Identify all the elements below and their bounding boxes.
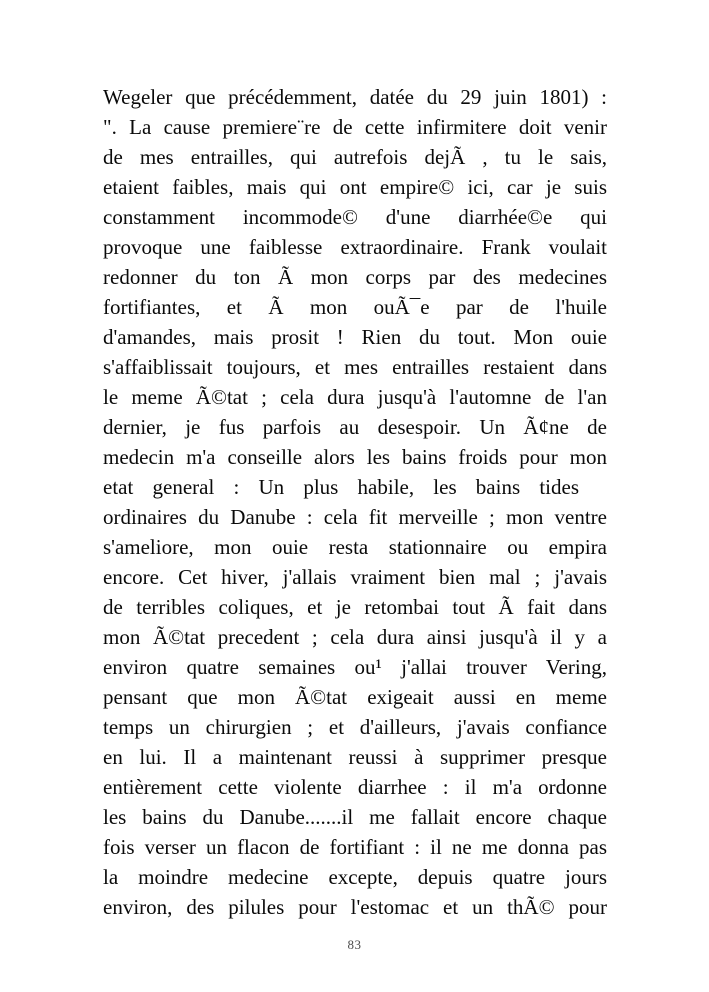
page-text — [103, 82, 607, 922]
text-line: environ, des pilules pour l'estomac et un thÃ© pour — [103, 895, 607, 919]
text-line: encore. Cet hiver, j'allais vraiment bien mal ; j'avais — [103, 565, 607, 589]
text-line: le meme Ã©tat ; cela dura jusqu'à l'automne de l'an — [103, 385, 607, 409]
text-line: redonner du ton Ã mon corps par des medecines — [103, 265, 607, 289]
text-line: de terribles coliques, et je retombai tout Ã fait dans — [103, 595, 607, 619]
text-line: pensant que mon Ã©tat exigeait aussi en meme — [103, 685, 607, 709]
text-line: provoque une faiblesse extraordinaire. Frank voulait — [103, 235, 607, 259]
text-line: s'ameliore, mon ouie resta stationnaire ou empira — [103, 535, 607, 559]
text-line: etaient faibles, mais qui ont empire© ici, car je suis — [103, 175, 607, 199]
text-line: etat general : Un plus habile, les bains tides — [103, 475, 579, 499]
text-line: Wegeler que précédemment, datée du 29 juin 1801) : — [103, 85, 607, 109]
text-line: entièrement cette violente diarrhee : il m'a ordonne — [103, 775, 607, 799]
text-line: la moindre medecine excepte, depuis quatre jours — [103, 865, 607, 889]
text-line: temps un chirurgien ; et d'ailleurs, j'avais confiance — [103, 715, 607, 739]
text-line: environ quatre semaines ou¹ j'allai trouver Vering, — [103, 655, 607, 679]
text-line: fortifiantes, et Ã mon ouÃ¯e par de l'huile — [103, 295, 607, 319]
text-line: fois verser un flacon de fortifiant : il ne me donna pas — [103, 835, 607, 859]
text-line: constamment incommode© d'une diarrhée©e qui — [103, 205, 607, 229]
text-line: s'affaiblissait toujours, et mes entrailles restaient dans — [103, 355, 607, 379]
text-line: ". La cause premiere¨re de cette infirmitere doit venir — [103, 115, 607, 139]
page-number: 83 — [347, 937, 362, 952]
text-line: d'amandes, mais prosit ! Rien du tout. Mon ouie — [103, 325, 607, 349]
text-line: ordinaires du Danube : cela fit merveille ; mon ventre — [103, 505, 607, 529]
text-line: medecin m'a conseille alors les bains froids pour mon — [103, 445, 607, 469]
text-line: de mes entrailles, qui autrefois dejÃ , tu le sais, — [103, 145, 607, 169]
text-line: dernier, je fus parfois au desespoir. Un Ã¢ne de — [103, 415, 607, 439]
text-line: mon Ã©tat precedent ; cela dura ainsi jusqu'à il y a — [103, 625, 607, 649]
text-line: les bains du Danube.......il me fallait encore chaque — [103, 805, 607, 829]
text-line: en lui. Il a maintenant reussi à supprimer presque — [103, 745, 607, 769]
